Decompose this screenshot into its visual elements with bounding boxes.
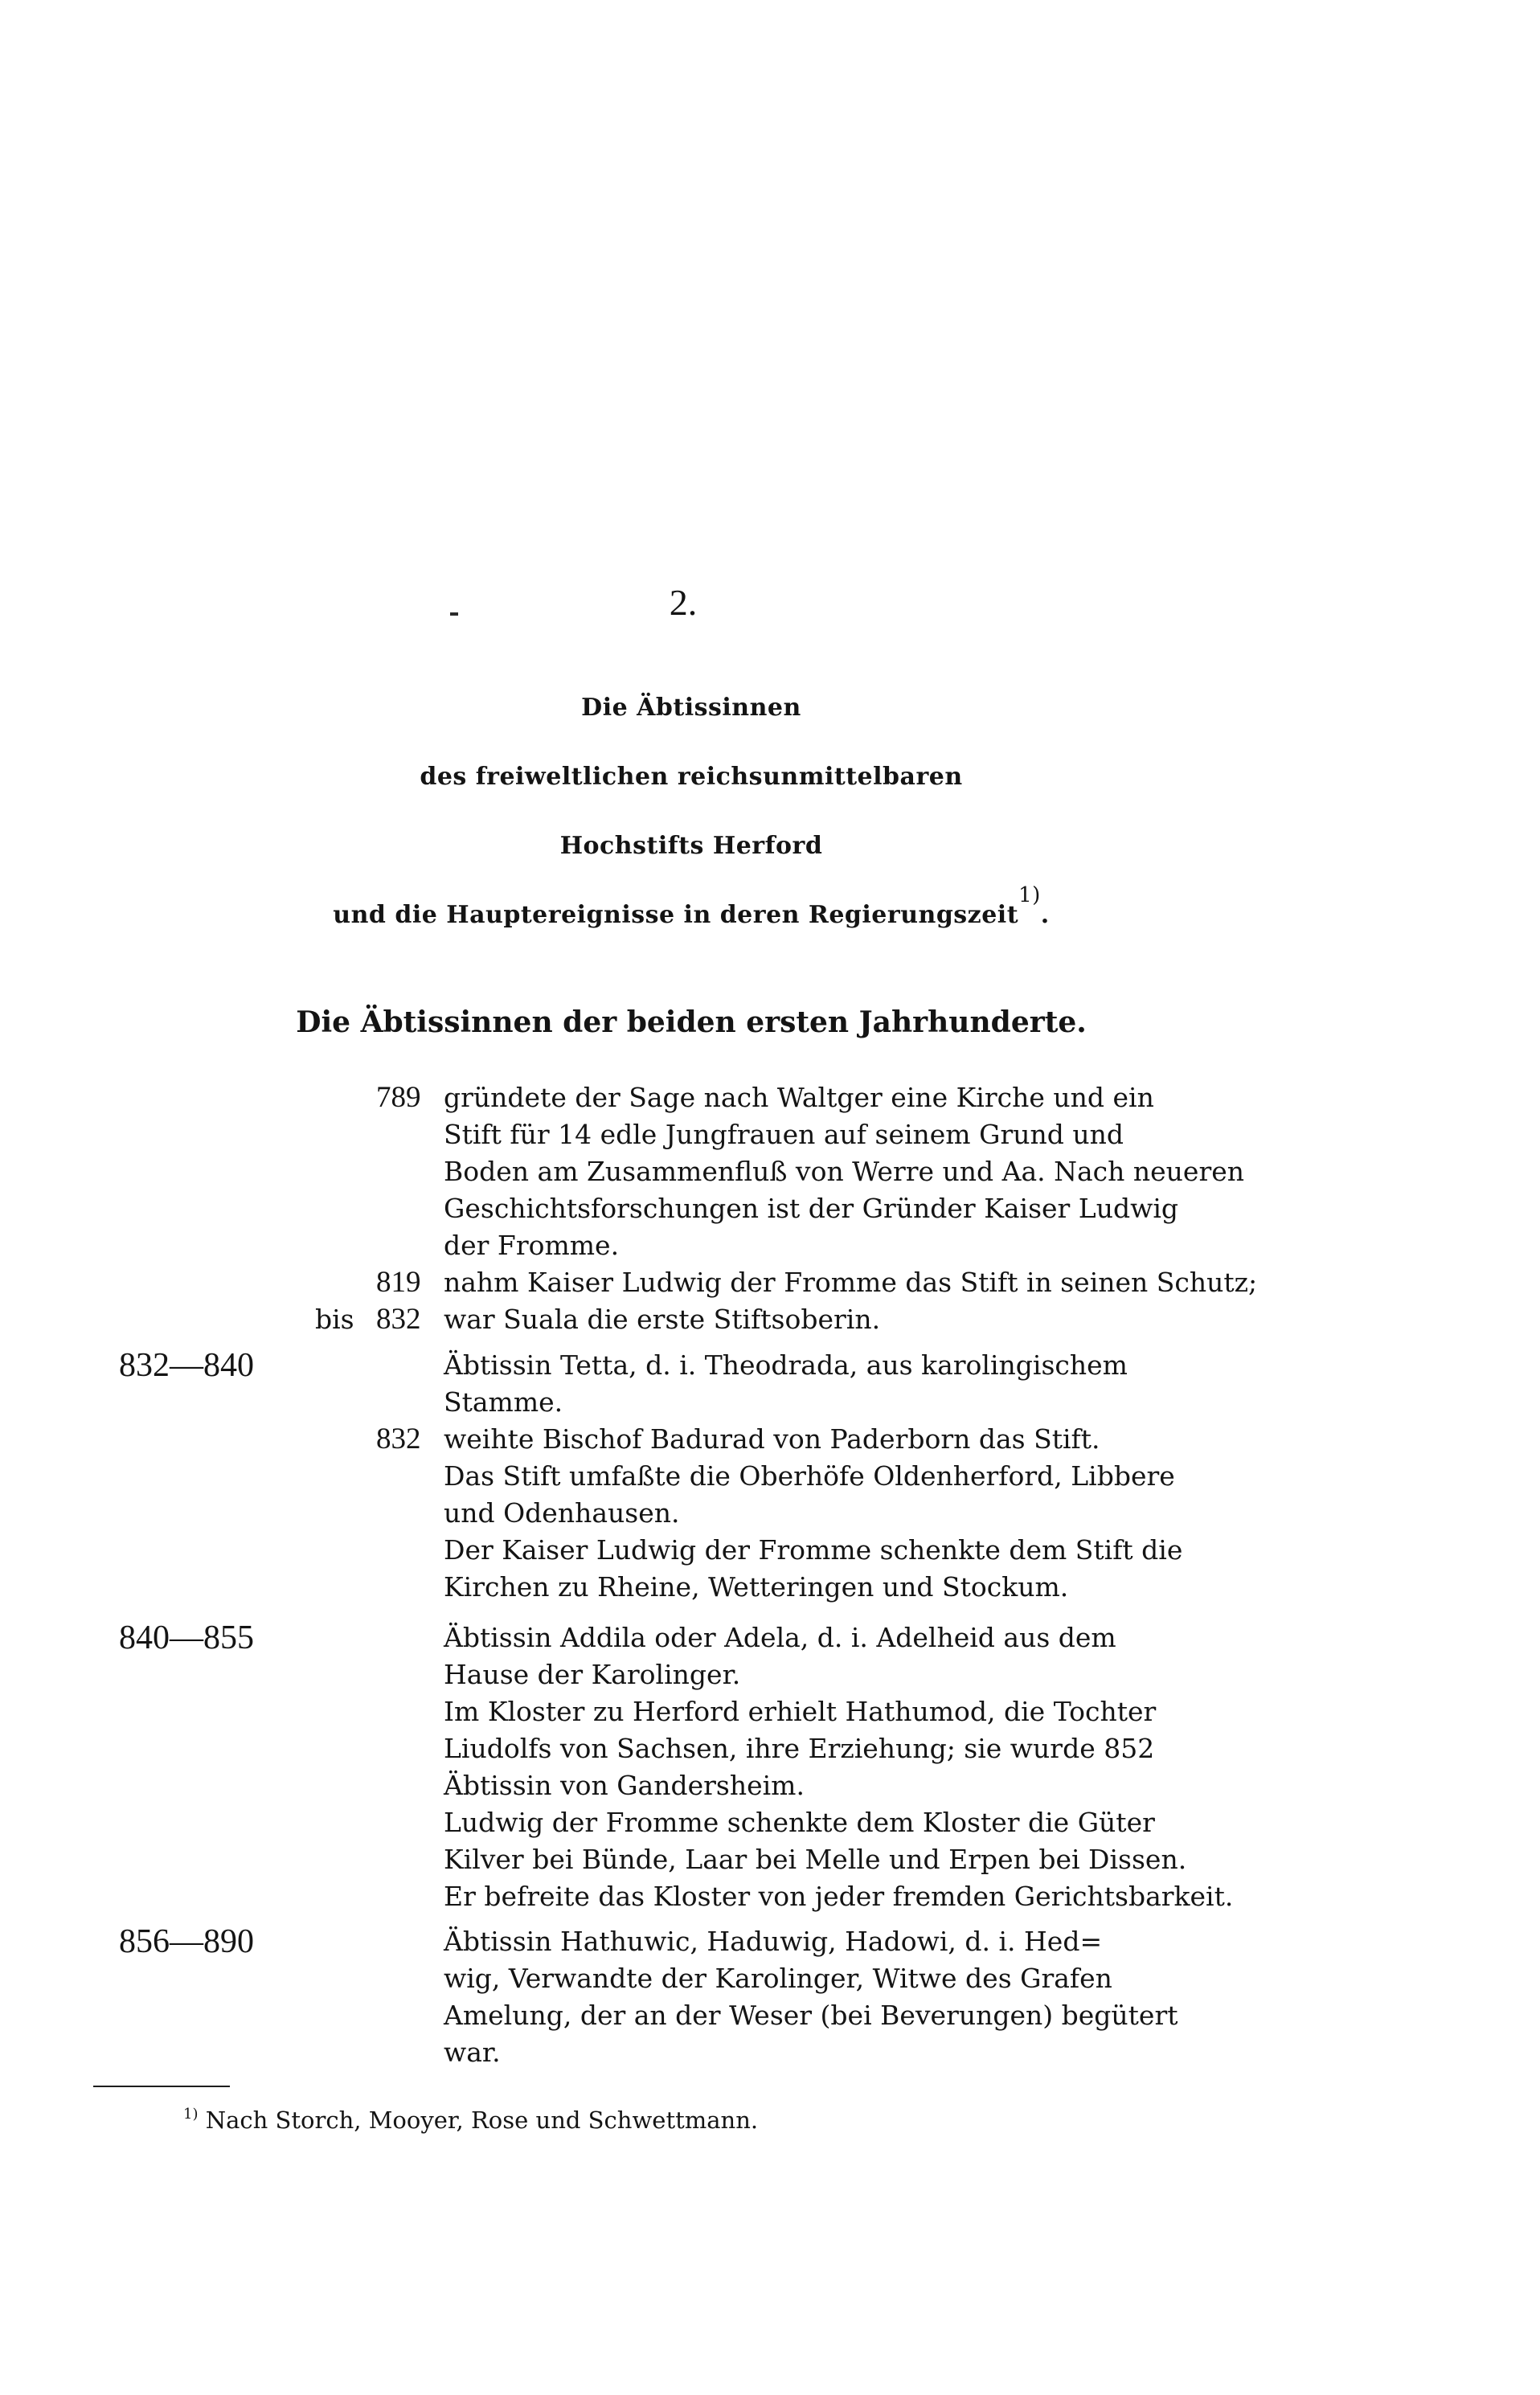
bis-prefix: bis [315,1304,354,1335]
range-856-890: 856—890 [119,1923,254,1960]
range-840-855: 840—855 [119,1619,254,1656]
title-line-4-text: und die Hauptereignisse in deren Regierungszeit [333,901,1019,929]
chapter-number: 2. [669,582,698,623]
entry-r840-line-4: Liudolfs von Sachsen, ihre Erziehung; sie wurde 852 [444,1733,1155,1764]
title-line-2: des freiweltlichen reichsunmittelbaren [420,763,963,791]
section-heading: Die Äbtissinnen der beiden ersten Jahrhunderte. [296,1005,1087,1039]
footnote-marker: 1) [183,2106,199,2123]
entry-r832-line-1: Äbtissin Tetta, d. i. Theodrada, aus karolingischem [444,1349,1128,1381]
entry-r840-line-3: Im Kloster zu Herford erhielt Hathumod, die Tochter [444,1696,1157,1727]
title-line-4 [80,881,1302,950]
title-line-3: Hochstifts Herford [559,832,823,860]
entry-r840-line-8: Er befreite das Kloster von jeder fremden Gerichtsbarkeit. [444,1881,1234,1912]
footnote-divider [93,2086,230,2087]
entry-r840-line-7: Kilver bei Bünde, Laar bei Melle und Erpen bei Dissen. [444,1844,1187,1875]
entry-789-line-2: Stift für 14 edle Jungfrauen auf seinem Grund und [444,1119,1124,1150]
entry-832a-line-1: war Suala die erste Stiftsoberin. [444,1304,881,1335]
entry-r856-line-1: Äbtissin Hathuwic, Haduwig, Hadowi, d. i. Hed= [444,1926,1103,1957]
entry-r840-line-5: Äbtissin von Gandersheim. [444,1770,805,1801]
entry-832b-line-3: und Odenhausen. [444,1497,680,1529]
entry-r840-line-2: Hause der Karolinger. [444,1659,741,1690]
entry-789-line-5: der Fromme. [444,1230,620,1261]
entry-789-line-4: Geschichtsforschungen ist der Gründer Kaiser Ludwig [444,1193,1179,1224]
range-832-840: 832—840 [119,1347,254,1384]
footnote [183,2104,758,2136]
stray-dash-mark [450,612,458,616]
entry-r832-line-2: Stamme. [444,1386,563,1418]
entry-832b-line-2: Das Stift umfaßte die Oberhöfe Oldenherford, Libbere [444,1460,1175,1492]
entry-r856-line-4: war. [444,2037,501,2068]
entry-832b-line-4: Der Kaiser Ludwig der Fromme schenkte dem Stift die [444,1534,1183,1566]
title-line-1: Die Äbtissinnen [581,694,801,722]
entry-832b-line-1: weihte Bischof Badurad von Paderborn das Stift. [444,1423,1100,1455]
entry-r840-line-1: Äbtissin Addila oder Adela, d. i. Adelheid aus dem [444,1622,1116,1653]
entry-789-line-1: gründete der Sage nach Waltger eine Kirche und ein [444,1082,1154,1113]
entry-r856-line-3: Amelung, der an der Weser (bei Beverungen) begütert [444,2000,1178,2031]
chapter-title [80,673,1302,950]
entry-789-line-3: Boden am Zusammenfluß von Werre und Aa. Nach neueren [444,1156,1245,1187]
entry-832b-line-5: Kirchen zu Rheine, Wetteringen und Stockum. [444,1571,1069,1603]
entry-r856-line-2: wig, Verwandte der Karolinger, Witwe des Grafen [444,1963,1112,1994]
year-832-a: 832 [376,1303,421,1336]
footnote-text: Nach Storch, Mooyer, Rose und Schwettmann. [205,2106,759,2134]
year-832-b: 832 [376,1423,421,1455]
year-819: 819 [376,1266,421,1299]
year-789: 789 [376,1081,421,1114]
title-footnote-marker: 1) [1018,883,1041,907]
title-end-punctuation: . [1040,901,1050,929]
entry-819-line-1: nahm Kaiser Ludwig der Fromme das Stift in seinen Schutz; [444,1267,1258,1298]
entry-r840-line-6: Ludwig der Fromme schenkte dem Kloster die Güter [444,1807,1155,1838]
